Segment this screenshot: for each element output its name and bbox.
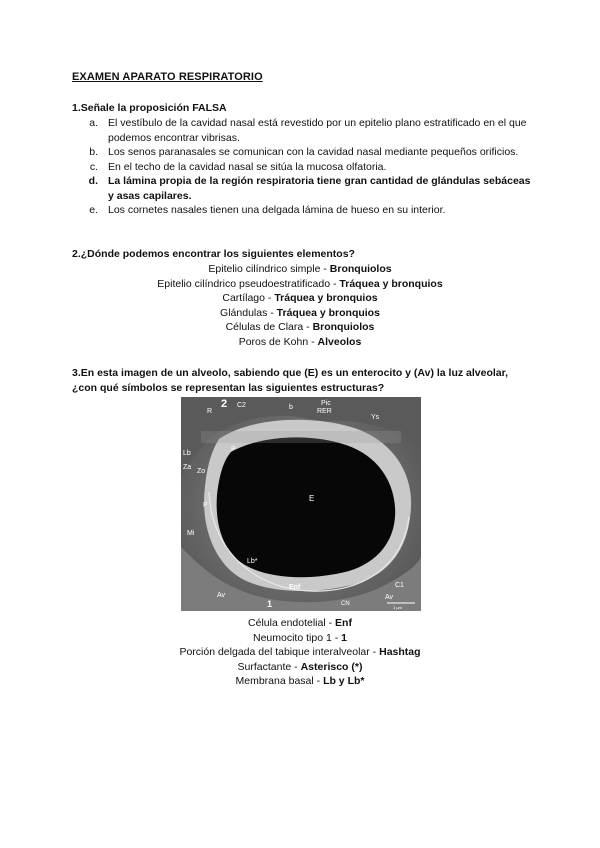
option-text: En el techo de la cavidad nasal se sitúa la mucosa olfatoria. (108, 160, 387, 173)
option-d-correct (72, 174, 532, 203)
question-3-heading: 3.En esta imagen de un alveolo, sabiendo que (E) es un enterocito y (Av) la luz alveolar, ¿con qué símbolos se representan las siguientes estructuras? (72, 367, 509, 394)
label-c1: C1 (395, 582, 404, 589)
option-b (72, 145, 532, 160)
option-c (72, 160, 532, 175)
answer-line: Epitelio cilíndrico simple - Bronquiolos (208, 263, 392, 275)
micrograph-drawing (181, 397, 421, 611)
alveolus-micrograph (181, 397, 421, 611)
answer-line: Célula endotelial - Enf (248, 617, 352, 629)
label-rer: RER (317, 408, 332, 415)
question-1-heading: 1.Señale la proposición FALSA (72, 102, 227, 114)
option-text: El vestíbulo de la cavidad nasal está revestido por un epitelio plano estratificado en el que podemos encontrar vibrisas. (108, 117, 527, 144)
option-a (72, 116, 532, 145)
label-mi: Mi (187, 530, 195, 537)
option-letter: b. (89, 146, 98, 158)
question-2-answers (0, 262, 600, 350)
label-zo: Zo (197, 468, 206, 475)
question-3-answers (0, 616, 600, 689)
label-lb: Lb (183, 450, 191, 457)
label-p-left: P (203, 502, 208, 509)
option-letter: a. (89, 117, 98, 129)
label-c2: C2 (237, 402, 246, 409)
erythrocyte (217, 437, 396, 577)
answer-line: Cartílago - Tráquea y bronquios (222, 292, 378, 305)
label-av-left: Av (217, 592, 226, 599)
answer-line: Poros de Kohn - Alveolos (238, 335, 362, 348)
answer-line: Células de Clara - Bronquiolos (225, 321, 375, 334)
label-e: E (309, 494, 315, 503)
label-b: b (289, 404, 293, 411)
option-letter: e. (89, 204, 98, 216)
option-letter: d. (88, 175, 98, 187)
answer-line: Surfactante - Asterisco (*) (237, 660, 363, 673)
scale-bar-label: 1 µm (393, 605, 402, 610)
label-ys: Ys (371, 414, 380, 421)
label-2: 2 (221, 398, 228, 410)
option-text: Los cornetes nasales tienen una delgada lámina de hueso en su interior. (108, 204, 446, 216)
exam-title: EXAMEN APARATO RESPIRATORIO (72, 71, 263, 83)
label-za: Za (183, 464, 192, 471)
option-letter: c. (89, 160, 98, 173)
label-av-right: Av (385, 594, 394, 601)
question-2-heading: 2.¿Dónde podemos encontrar los siguientes elementos? (72, 248, 355, 260)
label-r: R (207, 408, 213, 415)
answer-line: Epitelio cilíndrico pseudoestratificado - Tráquea y bronquios (157, 277, 443, 290)
watermark-band (201, 431, 401, 443)
answer-line: Glándulas - Tráquea y bronquios (220, 306, 380, 319)
answer-line: Membrana basal - Lb y Lb* (235, 675, 365, 688)
label-cn: CN (341, 601, 350, 607)
label-enf: Enf (289, 584, 301, 591)
label-pic: Pic (321, 400, 331, 407)
question-1-options (72, 116, 532, 218)
option-text: Los senos paranasales se comunican con la cavidad nasal mediante pequeños orificios. (108, 146, 519, 158)
answer-line: Neumocito tipo 1 - 1 (253, 631, 347, 644)
label-lb-star: Lb* (247, 558, 258, 565)
option-text: La lámina propia de la región respiratoria tiene gran cantidad de glándulas sebáceas y asas capilares. (108, 175, 531, 202)
label-p-top: P (231, 446, 236, 453)
option-e (72, 203, 532, 218)
label-1: 1 (267, 599, 273, 609)
answer-line: Porción delgada del tabique interalveolar - Hashtag (179, 646, 421, 659)
